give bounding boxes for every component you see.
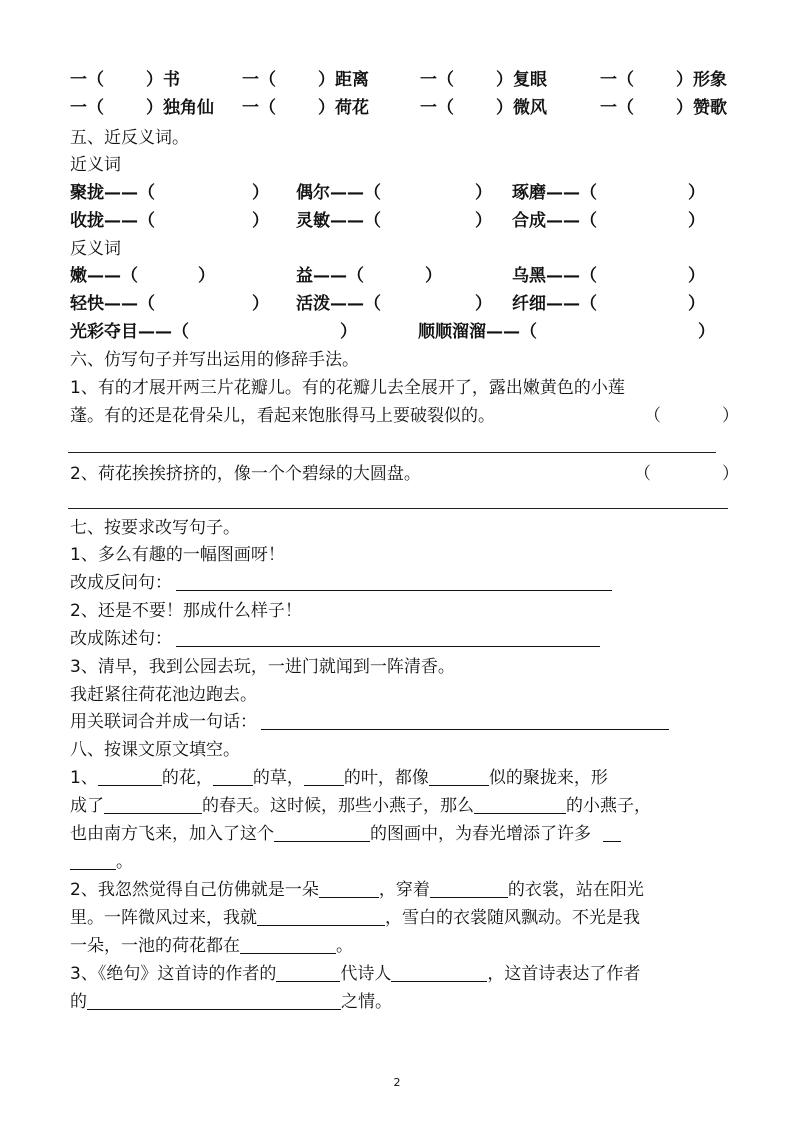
close-paren: ）	[252, 294, 269, 314]
fill-blank[interactable]	[304, 765, 344, 786]
fill-blank[interactable]	[391, 961, 487, 982]
measure-item: 一（	[420, 70, 454, 90]
section-8-q1-line1	[70, 764, 608, 792]
text: ，雪白的衣裳随风飘动。不光是我	[385, 908, 640, 928]
rewrite-prompt: 用关联词合并成一句话：	[70, 712, 257, 732]
text: 一朵，一池的荷花都在	[70, 936, 240, 956]
close-paren: ）	[688, 294, 705, 314]
word-pair: 纤细——（	[512, 294, 597, 314]
antonyms-label: 反义词	[70, 239, 121, 259]
text: 1、	[70, 768, 98, 788]
text: 的图画中，为春光增添了许多	[370, 824, 591, 844]
section-6-q2	[70, 460, 740, 488]
text: 3、《绝句》这首诗的作者的	[70, 964, 277, 984]
text: 的	[70, 992, 87, 1012]
answer-blank[interactable]	[176, 570, 612, 591]
measure-item: 一（	[420, 98, 454, 118]
word-pair: 乌黑——（	[512, 266, 597, 286]
measure-item: ）微风	[496, 98, 547, 118]
word-pair: 顺顺溜溜——（	[418, 322, 537, 342]
synonyms-label: 近义词	[70, 155, 121, 175]
word-pair: 琢磨——（	[512, 183, 597, 203]
word-pair: 轻快——（	[70, 294, 155, 314]
close-paren: ）	[475, 183, 492, 203]
fill-blank[interactable]	[274, 821, 370, 842]
answer-blank[interactable]	[261, 709, 669, 730]
section-7-q3-line1: 3、清早，我到公园去玩，一进门就闻到一阵清香。	[70, 657, 455, 677]
fill-blank[interactable]	[430, 877, 508, 898]
close-paren: ）	[198, 266, 215, 286]
measure-item: ）形象	[676, 70, 727, 90]
close-paren: ）	[252, 183, 269, 203]
section-7-title: 七、按要求改写句子。	[70, 518, 240, 538]
fill-blank[interactable]	[319, 877, 379, 898]
close-paren: ）	[475, 294, 492, 314]
fill-blank[interactable]	[276, 961, 340, 982]
section-8-q1-line4	[70, 848, 133, 876]
text: 的衣裳，站在阳光	[507, 880, 644, 900]
text: 。	[336, 936, 353, 956]
section-7-q1: 1、多么有趣的一幅图画呀！	[70, 545, 285, 565]
text: 。	[116, 852, 133, 872]
section-8-title: 八、按课文原文填空。	[70, 740, 240, 760]
close-paren: ）	[340, 322, 357, 342]
section-6-q1-line1: 1、有的才展开两三片花瓣儿。有的花瓣儿去全展开了，露出嫩黄色的小莲	[70, 378, 625, 398]
fill-blank[interactable]	[240, 933, 336, 954]
measure-item: 一（	[70, 98, 104, 118]
text: 里。一阵微风过来，我就	[70, 908, 257, 928]
measure-item: 一（	[242, 98, 276, 118]
word-pair: 活泼——（	[296, 294, 381, 314]
fill-blank[interactable]	[429, 765, 489, 786]
word-pair: 收拢——（	[70, 211, 155, 231]
section-8-q1-line3	[70, 820, 621, 848]
fill-blank[interactable]	[474, 793, 566, 814]
word-pair: 聚拢——（	[70, 183, 155, 203]
measure-item: 一（	[600, 98, 634, 118]
section-8-q2-line3	[70, 932, 353, 960]
close-paren: ）	[688, 266, 705, 286]
text: 的春天。这时候，那些小燕子，那么	[202, 796, 474, 816]
answer-blank[interactable]	[176, 626, 600, 647]
answer-line[interactable]	[68, 508, 728, 509]
word-pair: 光彩夺目——（	[70, 322, 189, 342]
text: 的草，	[252, 768, 304, 788]
section-8-q3-line1	[70, 960, 640, 988]
text: ，这首诗表达了作者	[487, 964, 641, 984]
word-pair: 合成——（	[512, 211, 597, 231]
close-paren: ）	[722, 406, 739, 426]
measure-item: ）赞歌	[676, 98, 727, 118]
close-paren: ）	[475, 211, 492, 231]
section-8-q1-line2	[70, 792, 651, 820]
measure-item: 一（	[600, 70, 634, 90]
fill-blank[interactable]	[87, 989, 341, 1010]
rewrite-prompt: 改成反问句：	[70, 573, 172, 593]
word-pair: 偶尔——（	[296, 183, 381, 203]
open-paren: （	[634, 464, 651, 484]
text: 的小燕子，	[566, 796, 651, 816]
close-paren: ）	[252, 211, 269, 231]
text: 之情。	[341, 992, 392, 1012]
close-paren: ）	[688, 211, 705, 231]
measure-item: ）复眼	[496, 70, 547, 90]
measure-item: ）距离	[318, 70, 369, 90]
fill-blank[interactable]	[257, 905, 385, 926]
section-8-q3-line2	[70, 988, 392, 1016]
fill-blank[interactable]	[104, 793, 202, 814]
close-paren: ）	[425, 266, 442, 286]
word-pair: 益——（	[296, 266, 364, 286]
answer-line[interactable]	[68, 452, 716, 453]
word-pair: 灵敏——（	[296, 211, 381, 231]
text: 的花，	[161, 768, 213, 788]
section-7-q2: 2、还是不要！那成什么样子！	[70, 601, 302, 621]
sentence-text: 蓬。有的还是花骨朵儿，看起来饱胀得马上要破裂似的。	[70, 406, 495, 426]
close-paren: ）	[688, 183, 705, 203]
fill-blank[interactable]	[70, 849, 116, 870]
section-6-q1-line2	[70, 402, 740, 430]
section-5-title: 五、近反义词。	[70, 128, 189, 148]
text: 2、我忽然觉得自己仿佛就是一朵	[70, 880, 319, 900]
measure-item: ）书	[146, 70, 180, 90]
word-pair: 嫩——（	[70, 266, 138, 286]
close-paren: ）	[722, 464, 739, 484]
text: 成了	[70, 796, 104, 816]
measure-item: 一（	[70, 70, 104, 90]
text: 也由南方飞来，加入了这个	[70, 824, 274, 844]
page-number: 2	[393, 1076, 401, 1089]
text: 的叶，都像	[343, 768, 429, 788]
sentence-text: 2、荷花挨挨挤挤的，像一个个碧绿的大圆盘。	[70, 464, 421, 484]
section-7-q3-line2: 我赶紧往荷花池边跑去。	[70, 685, 257, 705]
section-8-q2-line2	[70, 904, 640, 932]
section-6-title: 六、仿写句子并写出运用的修辞手法。	[70, 350, 359, 370]
fill-blank[interactable]	[213, 765, 253, 786]
text: ，穿着	[378, 880, 430, 900]
fill-blank[interactable]	[98, 765, 162, 786]
section-7-q2-answer-row	[70, 625, 600, 653]
text: 似的聚拢来，形	[488, 768, 608, 788]
close-paren: ）	[698, 322, 715, 342]
section-7-q3-answer-row	[70, 708, 669, 736]
text: 代诗人	[340, 964, 392, 984]
measure-item: ）独角仙	[146, 98, 214, 118]
measure-item: 一（	[242, 70, 276, 90]
fill-blank[interactable]	[603, 821, 621, 842]
measure-item: ）荷花	[318, 98, 369, 118]
section-7-q1-answer-row	[70, 569, 612, 597]
section-8-q2-line1	[70, 876, 644, 904]
rewrite-prompt: 改成陈述句：	[70, 629, 172, 649]
open-paren: （	[644, 406, 661, 426]
